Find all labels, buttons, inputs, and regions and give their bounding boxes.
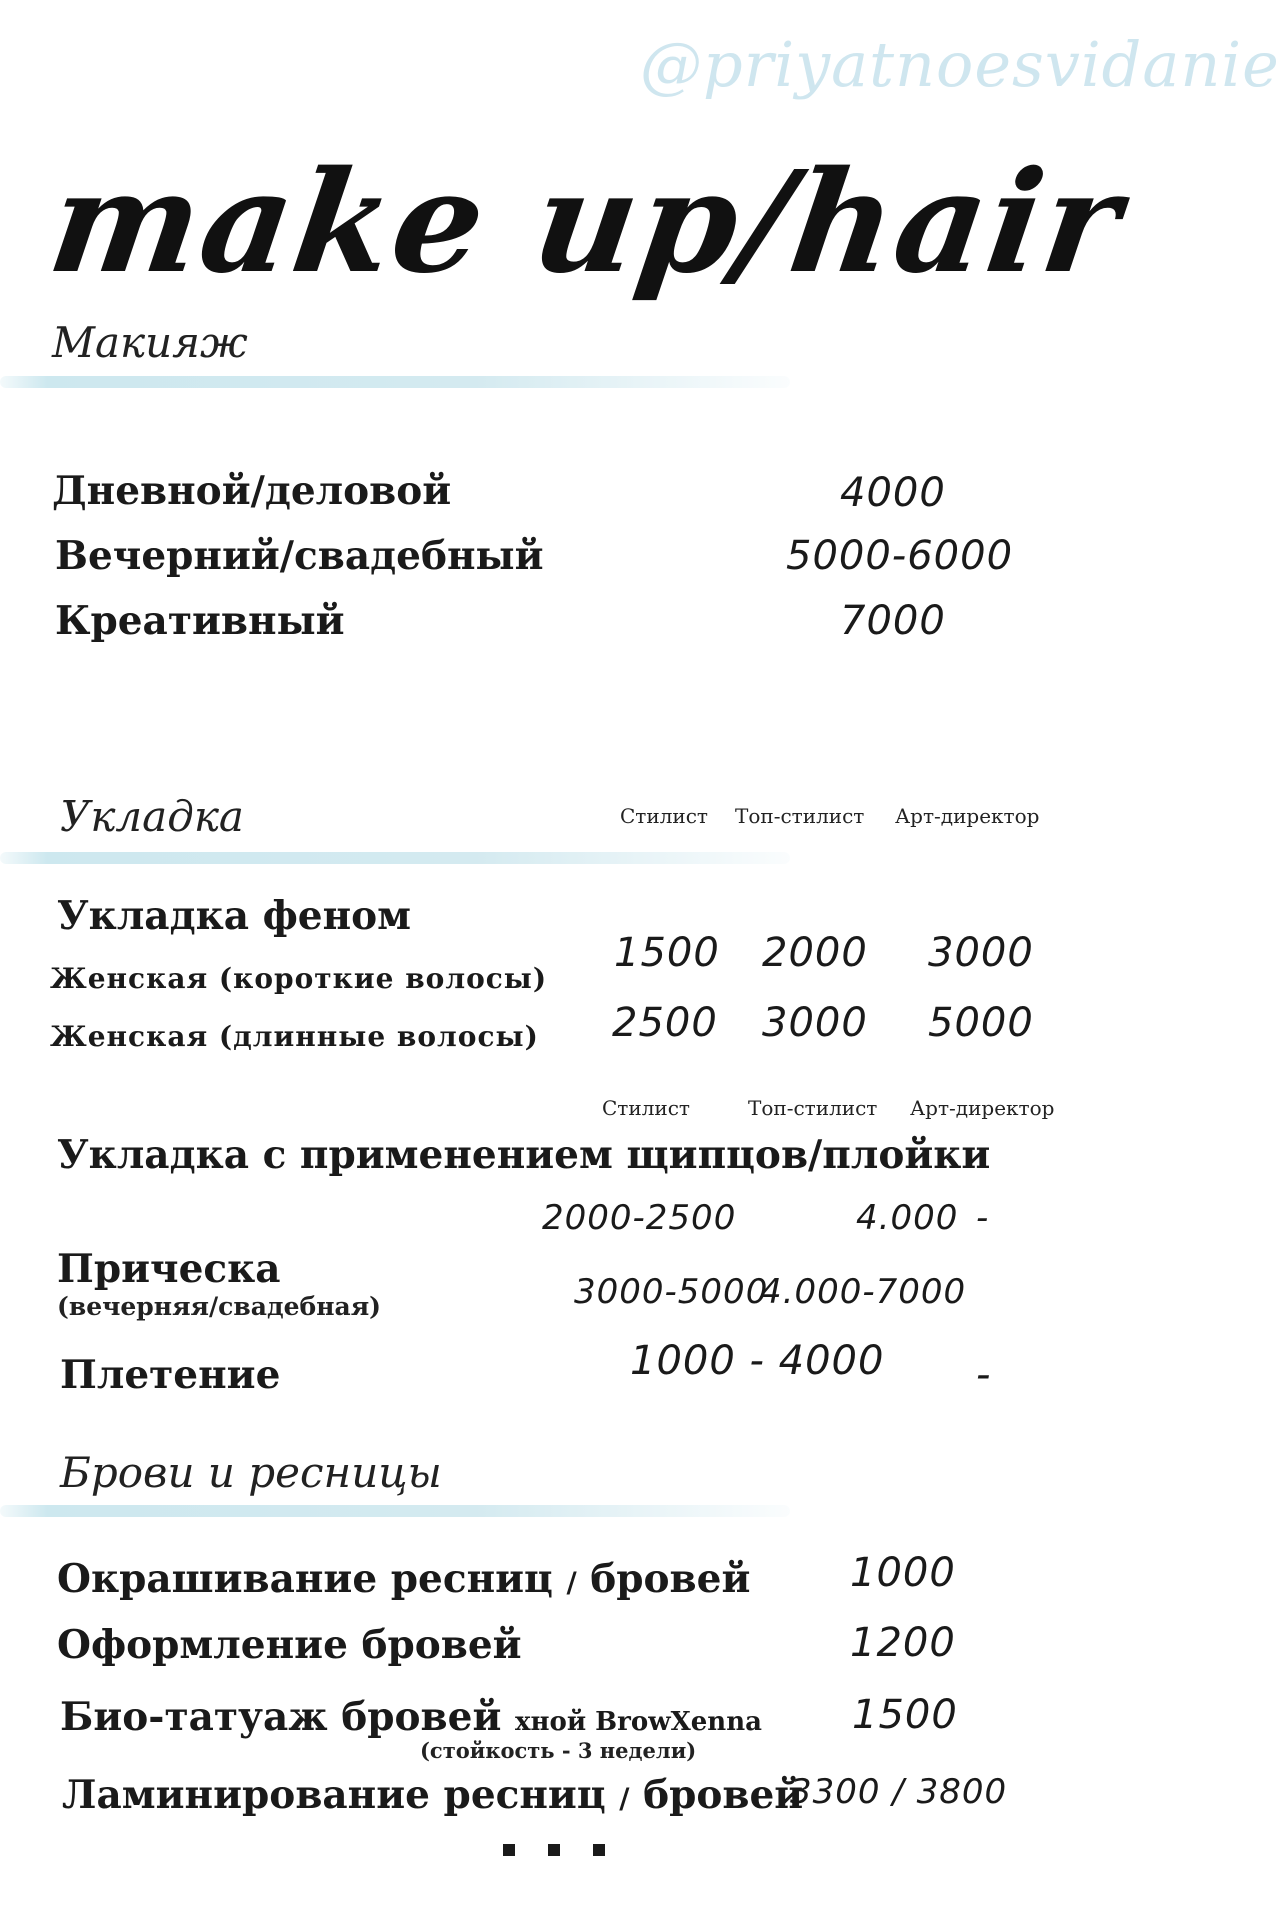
column-header-stylist: Стилист [602,1096,690,1120]
braiding-price: 1000 - 4000 [630,1338,885,1384]
tongs-title: Укладка с применением щипцов/плойки [57,1132,991,1178]
blowdry-row-long: Женская (длинные волосы) [50,1020,539,1053]
brows-item-name-part: Био-татуаж бровей [60,1694,502,1740]
brows-item-extra: хной BrowXenna [514,1707,762,1737]
brows-item-name [57,1556,750,1602]
brows-item-price: 1500 [852,1692,958,1738]
brows-item-name-part: бровей [590,1556,751,1602]
section-heading-styling: Укладка [60,792,244,841]
dot [548,1844,560,1856]
braiding-title: Плетение [60,1352,281,1398]
brows-item-price: 1200 [850,1620,956,1666]
hairdo-title: Прическа [57,1246,281,1292]
makeup-item-price: 4000 [840,470,946,516]
makeup-item-price: 5000-6000 [786,533,1014,579]
instagram-watermark: @priyatnoesvidanie [640,28,1280,101]
heading-underline-stroke [0,1505,790,1517]
heading-underline-stroke [0,852,790,864]
column-header-art-director: Арт-директор [910,1096,1055,1120]
price-stylist: 1500 [614,930,720,976]
dot [593,1844,605,1856]
makeup-item-name: Вечерний/свадебный [55,533,544,579]
section-heading-makeup: Макияж [52,318,248,367]
price-top-stylist: 4.000 [856,1198,959,1238]
price-art-director: 5000 [928,1000,1034,1046]
brows-item-name [60,1694,762,1740]
brows-item-note: (стойкость - 3 недели) [420,1738,697,1763]
price-top-stylist: 2000 [762,930,868,976]
heading-underline-stroke [0,376,790,388]
price-art-director: 3000 [928,930,1034,976]
slash-separator: / [619,1782,630,1815]
ellipsis-dots [503,1840,613,1864]
brows-item-name-part: бровей [643,1772,804,1818]
makeup-item-name: Дневной/деловой [52,468,452,514]
slash-separator: / [566,1566,577,1599]
column-header-art-director: Арт-директор [895,804,1040,828]
brows-item-name-part: Ламинирование ресниц [62,1772,606,1818]
makeup-item-name: Креативный [55,598,345,644]
blowdry-row-short: Женская (короткие волосы) [50,962,548,995]
price-top-stylist: 4.000-7000 [760,1272,967,1312]
blowdry-title: Укладка феном [57,893,412,939]
brows-item-name: Оформление бровей [57,1622,522,1668]
column-header-top-stylist: Топ-стилист [748,1096,878,1120]
makeup-item-price: 7000 [840,598,946,644]
page-title: make up/hair [40,141,1132,305]
column-header-stylist: Стилист [620,804,708,828]
brows-item-name [62,1772,803,1818]
price-top-stylist: 3000 [762,1000,868,1046]
section-heading-brows: Брови и ресницы [60,1448,442,1497]
price-stylist: 2000-2500 [542,1198,737,1238]
price-art-director: - [976,1198,990,1238]
price-stylist: 3000-5000 [574,1272,769,1312]
brows-item-price: 1000 [850,1550,956,1596]
hairdo-note: (вечерняя/свадебная) [57,1292,381,1321]
dot [503,1844,515,1856]
brows-item-name-part: Окрашивание ресниц [57,1556,553,1602]
price-stylist: 2500 [612,1000,718,1046]
column-header-top-stylist: Топ-стилист [735,804,865,828]
braiding-dash: - [976,1352,992,1398]
brows-item-price: 3300 / 3800 [790,1772,1008,1812]
